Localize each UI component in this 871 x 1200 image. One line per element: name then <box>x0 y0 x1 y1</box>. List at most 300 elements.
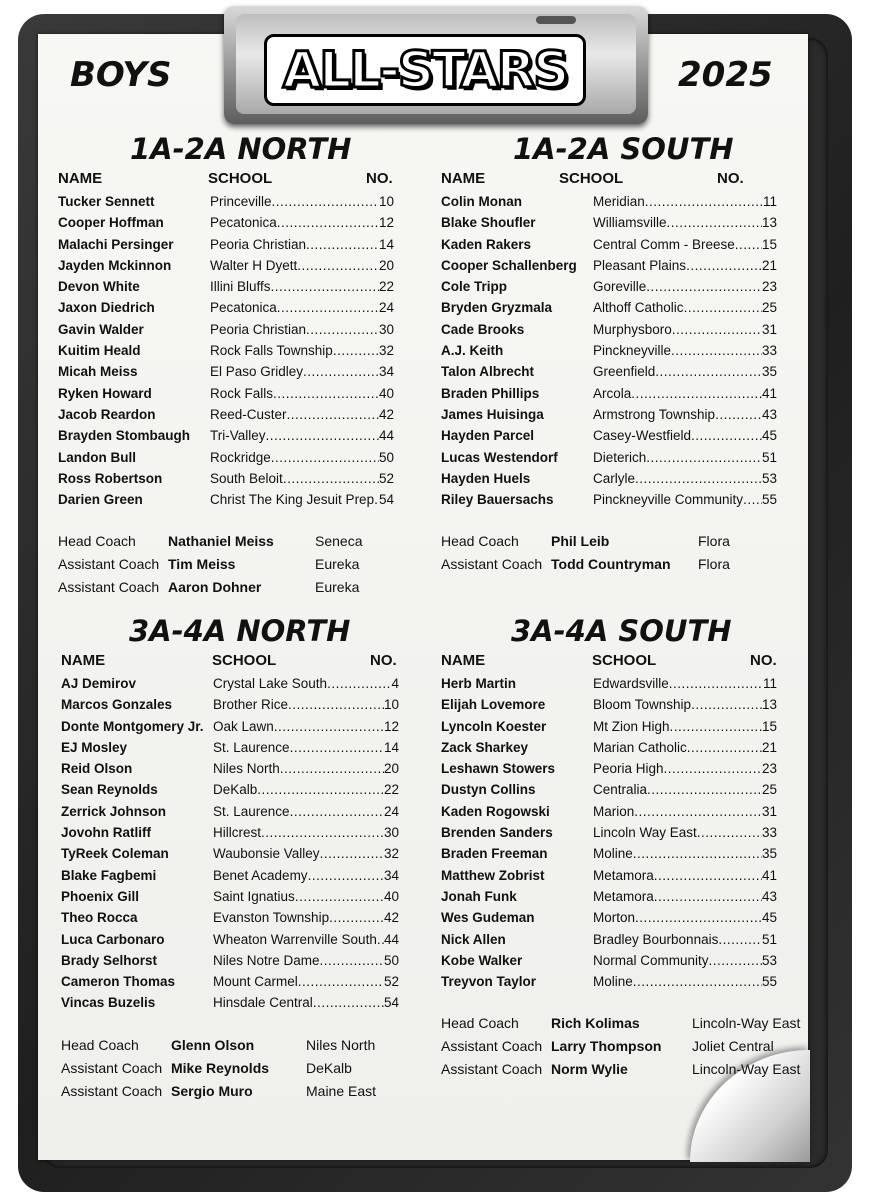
player-number: 55 <box>761 974 777 990</box>
section-title: 3A-4A SOUTH <box>511 614 732 648</box>
player-school: Dieterich <box>593 449 647 465</box>
player-school: Peoria High <box>593 761 664 777</box>
player-school: Morton <box>593 910 636 926</box>
player-number: 15 <box>761 718 777 734</box>
coach-school: Eureka <box>315 556 360 573</box>
school-entry <box>593 300 777 315</box>
player-name: Brayden Stombaugh <box>58 428 191 444</box>
dot-leader <box>306 237 379 252</box>
player-number: 44 <box>378 428 394 444</box>
school-entry <box>210 450 394 465</box>
player-school: Rock Falls Township <box>210 343 333 359</box>
player-row <box>441 426 781 447</box>
player-school: Illini Bluffs <box>210 279 271 295</box>
player-row <box>441 844 786 865</box>
player-school: Rockridge <box>210 449 271 465</box>
school-header: SCHOOL <box>592 652 657 669</box>
player-row <box>441 717 786 738</box>
player-number: 40 <box>378 385 394 401</box>
dot-leader <box>327 676 391 691</box>
player-number: 24 <box>378 300 394 316</box>
player-name: Lucas Westendorf <box>441 449 558 465</box>
player-school: DeKalb <box>213 782 258 798</box>
dot-leader <box>266 428 379 443</box>
player-number: 14 <box>378 236 394 252</box>
player-number: 52 <box>378 470 394 486</box>
school-entry <box>593 825 777 840</box>
player-row <box>441 866 786 887</box>
school-entry <box>210 492 394 507</box>
player-school: Rock Falls <box>210 385 274 401</box>
player-school: Metamora <box>593 867 654 883</box>
player-school: Niles North <box>213 761 280 777</box>
player-number: 41 <box>761 867 777 883</box>
dot-leader <box>664 761 762 776</box>
player-number: 30 <box>383 825 399 841</box>
player-number: 20 <box>378 257 394 273</box>
school-entry <box>593 910 777 925</box>
school-entry <box>593 428 777 443</box>
player-name: Elijah Lovemore <box>441 697 546 713</box>
player-name: Zack Sharkey <box>441 739 529 755</box>
section-title: 1A-2A NORTH <box>130 132 352 166</box>
player-number: 10 <box>383 697 399 713</box>
player-number: 34 <box>383 867 399 883</box>
school-entry <box>593 343 777 358</box>
coach-role: Head Coach <box>441 533 519 550</box>
coaches <box>441 531 781 577</box>
dot-leader <box>257 782 384 797</box>
coaches <box>58 531 398 600</box>
player-name: Jayden Mckinnon <box>58 257 172 273</box>
dot-leader <box>635 471 762 486</box>
coach-school: Lincoln-Way East <box>692 1015 801 1032</box>
player-school: Casey-Westfield <box>593 428 692 444</box>
player-school: Tri-Valley <box>210 428 266 444</box>
player-number: 31 <box>761 803 777 819</box>
player-number: 21 <box>761 257 777 273</box>
player-number: 13 <box>761 215 777 231</box>
player-number: 22 <box>378 279 394 295</box>
player-number: 11 <box>762 194 777 209</box>
column-headers <box>61 652 401 674</box>
dot-leader <box>687 740 762 755</box>
school-entry <box>593 386 777 401</box>
player-school: Lincoln Way East <box>593 825 697 841</box>
player-school: Greenfield <box>593 364 656 380</box>
player-row <box>58 469 398 490</box>
player-school: Hillcrest <box>213 825 262 841</box>
coach-role: Assistant Coach <box>61 1082 163 1099</box>
player-row <box>61 972 401 993</box>
school-entry <box>210 300 394 315</box>
player-row <box>441 341 781 362</box>
page-title: ALL-STARS <box>264 34 586 106</box>
player-number: 33 <box>761 825 777 841</box>
player-number: 12 <box>378 215 394 231</box>
player-row <box>441 405 781 426</box>
player-name: Cole Tripp <box>441 279 508 295</box>
school-entry <box>210 364 394 379</box>
player-name: Hayden Huels <box>441 470 531 486</box>
dot-leader <box>277 215 379 230</box>
player-school: Marian Catholic <box>593 739 687 755</box>
school-entry <box>210 407 394 422</box>
player-school: Pleasant Plains <box>593 257 687 273</box>
player-school: Peoria Christian <box>210 236 307 252</box>
player-school: Moline <box>593 974 633 990</box>
player-row <box>441 930 786 951</box>
player-school: Hinsdale Central <box>213 995 313 1011</box>
player-name: Lyncoln Koester <box>441 718 547 734</box>
player-row <box>61 759 401 780</box>
player-number: 32 <box>383 846 399 862</box>
player-row <box>441 695 786 716</box>
player-name: Kaden Rakers <box>441 236 532 252</box>
player-name: Blake Fagbemi <box>61 867 157 883</box>
player-school: Marion <box>593 803 635 819</box>
player-name: Nick Allen <box>441 931 506 947</box>
dot-leader <box>283 471 379 486</box>
player-row <box>441 192 781 213</box>
player-row <box>61 717 401 738</box>
coach-role: Assistant Coach <box>441 1038 543 1055</box>
coach-name: Mike Reynolds <box>171 1059 270 1076</box>
player-name: AJ Demirov <box>61 676 137 691</box>
player-number: 25 <box>761 300 777 316</box>
player-school: Bloom Township <box>593 697 692 713</box>
player-name: EJ Mosley <box>61 739 128 755</box>
dot-leader <box>646 450 762 465</box>
coach-name: Phil Leib <box>551 533 610 550</box>
player-name: Jacob Reardon <box>58 406 156 422</box>
player-name: Vincas Buzelis <box>61 995 156 1011</box>
dot-leader <box>654 868 762 883</box>
player-number: 34 <box>378 364 394 380</box>
section-3a-4a-north <box>61 614 401 1104</box>
player-row <box>58 192 398 213</box>
roster <box>61 674 401 1015</box>
player-number: 50 <box>378 449 394 465</box>
name-header: NAME <box>441 170 486 187</box>
school-entry <box>213 825 399 840</box>
school-header: SCHOOL <box>208 170 273 187</box>
school-entry <box>593 868 777 883</box>
dot-leader <box>295 889 384 904</box>
player-school: Reed-Custer <box>210 406 287 422</box>
school-entry <box>213 719 399 734</box>
dot-leader <box>635 910 762 925</box>
player-name: Ross Robertson <box>58 470 163 486</box>
section-3a-4a-south <box>441 614 801 1082</box>
player-name: Jaxon Diedrich <box>58 300 155 316</box>
school-entry <box>210 343 394 358</box>
dot-leader <box>274 719 384 734</box>
coach-row <box>58 577 398 600</box>
school-entry <box>593 322 777 337</box>
coach-row <box>441 1036 786 1059</box>
player-school: Peoria Christian <box>210 321 307 337</box>
school-entry <box>213 995 399 1010</box>
player-number: 42 <box>383 910 399 926</box>
school-entry <box>210 215 394 230</box>
player-name: Bryden Gryzmala <box>441 300 553 316</box>
dot-leader <box>645 194 763 209</box>
coach-row <box>61 1081 401 1104</box>
player-name: A.J. Keith <box>441 343 504 359</box>
school-entry <box>213 889 399 904</box>
player-name: Jovohn Ratliff <box>61 825 151 841</box>
coach-row <box>441 1013 801 1036</box>
player-number: 12 <box>383 718 399 734</box>
player-name: Dustyn Collins <box>441 782 536 798</box>
column-headers <box>441 170 781 192</box>
dot-leader <box>672 322 762 337</box>
player-row <box>61 738 401 759</box>
player-school: Goreville <box>593 279 647 295</box>
player-name: Herb Martin <box>441 676 517 691</box>
player-name: Cameron Thomas <box>61 974 176 990</box>
player-name: Marcos Gonzales <box>61 697 173 713</box>
player-number: 54 <box>378 492 394 508</box>
player-row <box>441 490 781 511</box>
dot-leader <box>633 974 762 989</box>
coach-name: Nathaniel Meiss <box>168 533 274 550</box>
coach-row <box>61 1058 401 1081</box>
player-row <box>58 384 398 405</box>
dot-leader <box>633 846 762 861</box>
player-row <box>441 823 786 844</box>
school-entry <box>210 471 394 486</box>
player-row <box>441 469 781 490</box>
dot-leader <box>709 953 762 968</box>
coach-school: Niles North <box>306 1036 376 1053</box>
coach-row <box>58 554 398 577</box>
coach-row <box>58 531 398 554</box>
player-row <box>441 908 786 929</box>
year-label: 2025 <box>678 55 773 95</box>
player-name: Tucker Sennett <box>58 194 155 209</box>
player-school: Benet Academy <box>213 867 308 883</box>
school-entry <box>210 237 394 252</box>
player-row <box>58 298 398 319</box>
school-entry <box>213 974 399 989</box>
school-entry <box>593 761 777 776</box>
coach-row <box>61 1035 401 1058</box>
no-header: NO. <box>750 652 777 669</box>
dot-leader <box>329 910 384 925</box>
dot-leader <box>684 300 762 315</box>
player-number: 51 <box>761 449 777 465</box>
player-row <box>61 908 401 929</box>
school-entry <box>593 471 777 486</box>
player-number: 53 <box>761 470 777 486</box>
player-number: 42 <box>378 406 394 422</box>
player-name: Micah Meiss <box>58 364 138 380</box>
player-row <box>61 930 401 951</box>
dot-leader <box>287 407 379 422</box>
coach-name: Aaron Dohner <box>168 579 262 596</box>
school-entry <box>213 846 399 861</box>
coaches <box>61 1035 401 1104</box>
dot-leader <box>671 343 762 358</box>
school-entry <box>593 932 777 947</box>
school-entry <box>593 407 777 422</box>
coach-name: Todd Countryman <box>551 556 671 573</box>
school-entry <box>210 258 394 273</box>
player-name: Braden Phillips <box>441 385 540 401</box>
school-entry <box>593 697 777 712</box>
player-row <box>61 887 401 908</box>
player-school: St. Laurence <box>213 803 290 819</box>
dot-leader <box>743 492 762 507</box>
player-row <box>441 213 781 234</box>
player-number: 31 <box>761 321 777 337</box>
school-entry <box>593 953 777 968</box>
dot-leader <box>715 407 762 422</box>
coach-role: Assistant Coach <box>58 556 160 573</box>
player-name: Kuitim Heald <box>58 343 141 359</box>
player-row <box>441 972 786 993</box>
player-row <box>441 887 786 908</box>
dot-leader <box>655 364 762 379</box>
no-header: NO. <box>370 652 397 669</box>
player-number: 21 <box>761 739 777 755</box>
player-name: Braden Freeman <box>441 846 548 862</box>
player-school: Pinckneyville Community <box>593 492 744 508</box>
dot-leader <box>261 825 384 840</box>
player-number: 35 <box>761 846 777 862</box>
player-row <box>58 490 398 511</box>
dot-leader <box>654 889 762 904</box>
player-name: Reid Olson <box>61 761 133 777</box>
player-school: Mt Zion High <box>593 718 670 734</box>
player-name: Luca Carbonaro <box>61 931 165 947</box>
name-header: NAME <box>61 652 106 669</box>
player-row <box>441 951 786 972</box>
dot-leader <box>306 322 379 337</box>
dot-leader <box>277 300 379 315</box>
player-school: Princeville <box>210 194 272 209</box>
school-entry <box>210 428 394 443</box>
player-name: Talon Albrecht <box>441 364 535 380</box>
coach-school: Joliet Central <box>692 1038 774 1055</box>
player-number: 35 <box>761 364 777 380</box>
coach-name: Rich Kolimas <box>551 1015 640 1032</box>
dot-leader <box>735 237 762 252</box>
dot-leader <box>320 846 384 861</box>
school-entry <box>593 804 777 819</box>
player-name: Gavin Walder <box>58 321 144 337</box>
coach-role: Assistant Coach <box>61 1059 163 1076</box>
player-name: Jonah Funk <box>441 888 517 904</box>
player-row <box>441 384 781 405</box>
dot-leader <box>691 697 762 712</box>
player-school: El Paso Gridley <box>210 364 304 380</box>
dot-leader <box>333 343 379 358</box>
player-row <box>441 759 786 780</box>
coach-row <box>441 531 781 554</box>
player-number: 10 <box>378 194 394 209</box>
player-name: Brenden Sanders <box>441 825 553 841</box>
player-row <box>441 362 781 383</box>
player-name: Cooper Schallenberg <box>441 257 577 273</box>
no-header: NO. <box>366 170 393 187</box>
player-school: Evanston Township <box>213 910 330 926</box>
coach-row <box>441 554 781 577</box>
section-1a-2a-north <box>58 132 398 600</box>
player-name: Cooper Hoffman <box>58 215 164 231</box>
player-school: Moline <box>593 846 633 862</box>
player-number: 54 <box>383 995 399 1011</box>
player-row <box>61 802 401 823</box>
school-entry <box>213 676 399 691</box>
section-title: 3A-4A NORTH <box>129 614 351 648</box>
player-school: Normal Community <box>593 952 709 968</box>
player-row <box>441 448 781 469</box>
dot-leader <box>271 450 379 465</box>
section-1a-2a-south <box>441 132 781 577</box>
school-entry <box>593 194 777 209</box>
player-name: Kobe Walker <box>441 952 523 968</box>
dot-leader <box>669 676 763 691</box>
dot-leader <box>271 279 379 294</box>
player-school: Brother Rice <box>213 697 289 713</box>
name-header: NAME <box>58 170 103 187</box>
player-row <box>61 780 401 801</box>
player-number: 44 <box>383 931 399 947</box>
player-row <box>61 951 401 972</box>
coach-role: Assistant Coach <box>441 556 543 573</box>
school-header: SCHOOL <box>212 652 277 669</box>
dot-leader <box>298 974 384 989</box>
coach-role: Head Coach <box>58 533 136 550</box>
player-row <box>58 426 398 447</box>
player-school: Arcola <box>593 385 632 401</box>
player-number: 45 <box>761 910 777 926</box>
player-name: Kaden Rogowski <box>441 803 550 819</box>
school-entry <box>213 910 399 925</box>
coach-name: Larry Thompson <box>551 1038 662 1055</box>
player-school: Wheaton Warrenville South <box>213 931 377 947</box>
school-entry <box>593 889 777 904</box>
school-entry <box>593 450 777 465</box>
coach-school: Flora <box>698 533 730 550</box>
player-number: 15 <box>761 236 777 252</box>
school-entry <box>210 322 394 337</box>
player-row <box>58 213 398 234</box>
coach-role: Head Coach <box>441 1015 519 1032</box>
player-number: 45 <box>761 428 777 444</box>
school-entry <box>593 676 777 691</box>
player-school: Bradley Bourbonnais <box>593 931 719 947</box>
section-title: 1A-2A SOUTH <box>513 132 734 166</box>
school-entry <box>593 364 777 379</box>
clip-hole <box>536 16 576 24</box>
coach-name: Sergio Muro <box>171 1082 253 1099</box>
coach-row <box>441 1059 801 1082</box>
player-number: 14 <box>383 739 399 755</box>
coach-role: Assistant Coach <box>58 579 160 596</box>
player-row <box>58 405 398 426</box>
dot-leader <box>273 386 379 401</box>
player-school: South Beloit <box>210 470 283 486</box>
player-row <box>441 256 781 277</box>
player-row <box>58 362 398 383</box>
school-entry <box>213 740 399 755</box>
player-row <box>58 448 398 469</box>
player-row <box>61 674 401 695</box>
